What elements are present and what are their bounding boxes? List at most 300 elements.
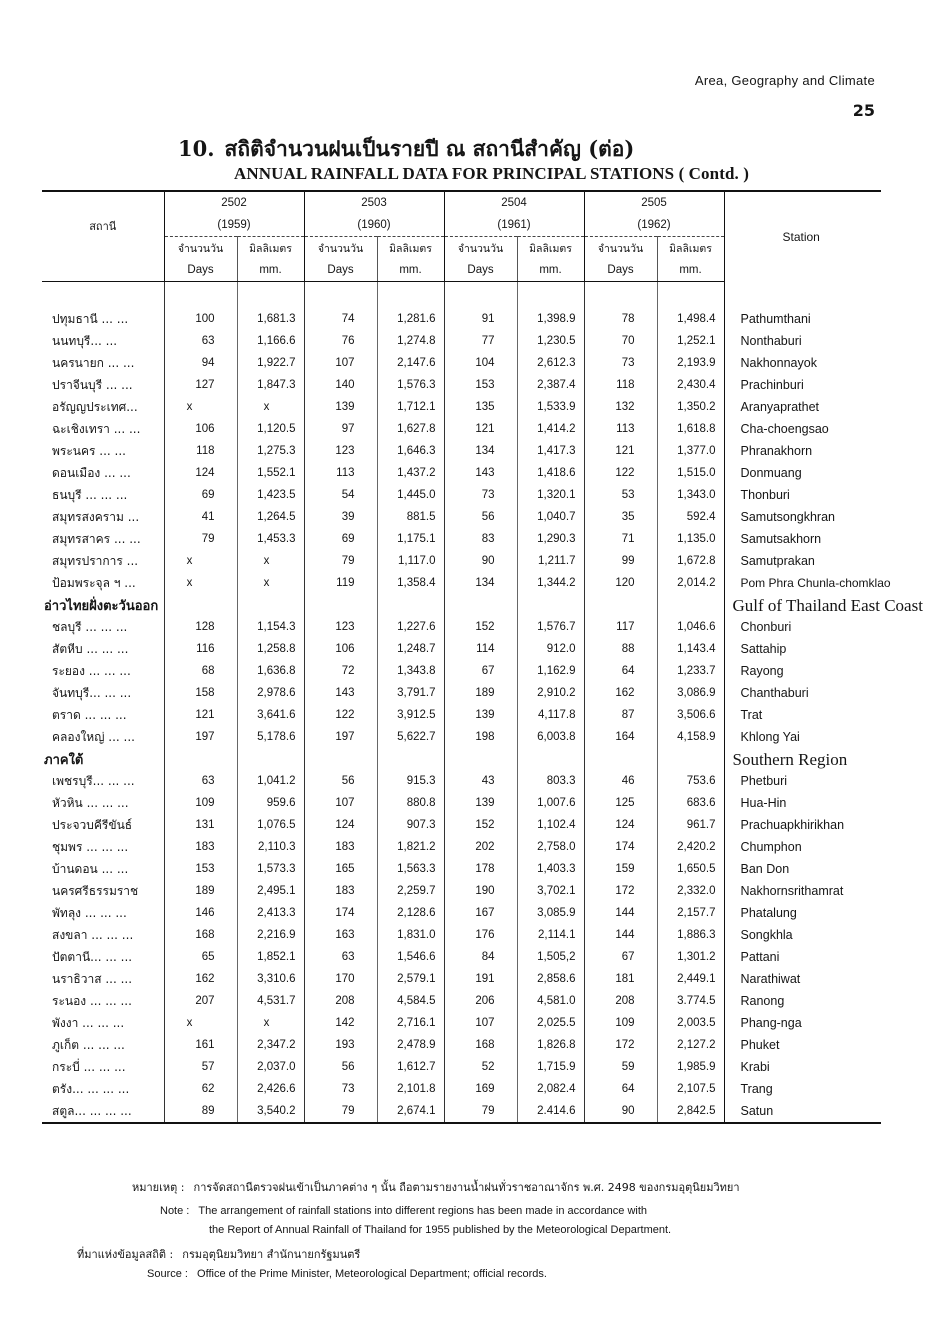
station-name-english: Pattani xyxy=(724,946,881,968)
empty-cell xyxy=(584,748,657,770)
rain-days-cell: 183 xyxy=(304,880,377,902)
section-row-east-coast xyxy=(42,594,881,616)
table-row xyxy=(42,374,881,396)
station-name-english: Satun xyxy=(724,1100,881,1123)
rain-days-cell: 208 xyxy=(304,990,377,1012)
station-name-english: Pathumthani xyxy=(724,308,881,330)
rain-days-cell: x xyxy=(164,396,237,418)
rain-days-cell: 164 xyxy=(584,726,657,748)
rainfall-mm-cell: 2,332.0 xyxy=(657,880,724,902)
rainfall-mm-cell: 1,712.1 xyxy=(377,396,444,418)
rain-days-cell: 170 xyxy=(304,968,377,990)
table-row xyxy=(42,682,881,704)
rainfall-mm-cell: 2,910.2 xyxy=(517,682,584,704)
year-header-thai: 2505 xyxy=(584,191,724,214)
rainfall-mm-cell: 1,162.9 xyxy=(517,660,584,682)
rainfall-mm-cell: 3,540.2 xyxy=(237,1100,304,1123)
station-name-thai: ฉะเชิงเทรา ... ... xyxy=(52,421,141,436)
rainfall-mm-cell: 1,377.0 xyxy=(657,440,724,462)
rainfall-mm-cell: 2,674.1 xyxy=(377,1100,444,1123)
rain-days-cell: 178 xyxy=(444,858,517,880)
station-header-spacer xyxy=(42,259,164,282)
rainfall-mm-cell: 3,085.9 xyxy=(517,902,584,924)
rainfall-mm-cell: 1,576.7 xyxy=(517,616,584,638)
station-name-english: Nakhornsrithamrat xyxy=(724,880,881,902)
rainfall-mm-cell: 1,922.7 xyxy=(237,352,304,374)
rain-days-cell: 65 xyxy=(164,946,237,968)
mm-header-thai: มิลลิเมตร xyxy=(237,237,304,260)
rain-days-cell: 67 xyxy=(444,660,517,682)
rain-days-cell: 135 xyxy=(444,396,517,418)
rainfall-mm-cell: 1,076.5 xyxy=(237,814,304,836)
note-text-2: the Report of Annual Rainfall of Thailand for 1955 published by the Meteorological Department. xyxy=(209,1224,672,1236)
station-name-english: Cha-choengsao xyxy=(724,418,881,440)
rainfall-mm-cell: 2,127.2 xyxy=(657,1034,724,1056)
station-name-thai: ตราด ... ... ... xyxy=(52,707,127,722)
rainfall-mm-cell: 1,343.8 xyxy=(377,660,444,682)
rain-days-cell: 46 xyxy=(584,770,657,792)
rain-days-cell: 70 xyxy=(584,330,657,352)
rainfall-mm-cell: 2,716.1 xyxy=(377,1012,444,1034)
days-header-thai: จำนวนวัน xyxy=(164,237,237,260)
rainfall-mm-cell: 2,082.4 xyxy=(517,1078,584,1100)
rain-days-cell: 121 xyxy=(444,418,517,440)
rainfall-mm-cell: 1,646.3 xyxy=(377,440,444,462)
rainfall-mm-cell: 1,847.3 xyxy=(237,374,304,396)
rain-days-cell: 139 xyxy=(444,792,517,814)
rain-days-cell: 174 xyxy=(584,836,657,858)
station-name-english: Ranong xyxy=(724,990,881,1012)
station-name-thai: ระนอง ... ... ... xyxy=(52,993,132,1008)
rain-days-cell: 117 xyxy=(584,616,657,638)
rainfall-mm-cell: 1,102.4 xyxy=(517,814,584,836)
table-row xyxy=(42,770,881,792)
source-thai xyxy=(77,1245,360,1263)
rain-days-cell: 144 xyxy=(584,924,657,946)
table-row xyxy=(42,550,881,572)
rain-days-cell: 83 xyxy=(444,528,517,550)
rain-days-cell: 153 xyxy=(444,374,517,396)
rainfall-mm-cell: 2,758.0 xyxy=(517,836,584,858)
rainfall-mm-cell: 1,453.3 xyxy=(237,528,304,550)
rainfall-mm-cell: 1,046.6 xyxy=(657,616,724,638)
section-heading-english: Gulf of Thailand East Coast xyxy=(724,594,881,616)
table-row xyxy=(42,814,881,836)
station-name-english: Phetburi xyxy=(724,770,881,792)
rain-days-cell: 74 xyxy=(304,308,377,330)
rain-days-cell: 87 xyxy=(584,704,657,726)
station-name-thai: นครนายก ... ... xyxy=(52,355,135,370)
rainfall-mm-cell: 2,110.3 xyxy=(237,836,304,858)
rainfall-mm-cell: 1,417.3 xyxy=(517,440,584,462)
section-heading-thai: ภาคใต้ xyxy=(44,752,84,768)
rain-days-cell: 68 xyxy=(164,660,237,682)
table-row xyxy=(42,902,881,924)
empty-cell xyxy=(237,748,304,770)
empty-cell xyxy=(377,748,444,770)
rainfall-mm-cell: 1,135.0 xyxy=(657,528,724,550)
rain-days-cell: x xyxy=(164,1012,237,1034)
station-name-english: Samutsakhorn xyxy=(724,528,881,550)
rain-days-cell: 41 xyxy=(164,506,237,528)
rain-days-cell: 106 xyxy=(164,418,237,440)
rain-days-cell: 120 xyxy=(584,572,657,594)
rain-days-cell: 77 xyxy=(444,330,517,352)
rain-days-cell: 125 xyxy=(584,792,657,814)
empty-cell xyxy=(657,748,724,770)
rainfall-mm-cell: 1,007.6 xyxy=(517,792,584,814)
empty-cell xyxy=(304,594,377,616)
rainfall-mm-cell: 2,612.3 xyxy=(517,352,584,374)
rain-days-cell: 113 xyxy=(304,462,377,484)
station-name-thai: ภูเก็ต ... ... ... xyxy=(52,1037,125,1052)
rainfall-mm-cell: 1,350.2 xyxy=(657,396,724,418)
rain-days-cell: 143 xyxy=(304,682,377,704)
table-row xyxy=(42,484,881,506)
days-header: Days xyxy=(164,259,237,282)
mm-header-thai: มิลลิเมตร xyxy=(517,237,584,260)
table-row xyxy=(42,968,881,990)
rainfall-mm-cell: 3,641.6 xyxy=(237,704,304,726)
rainfall-mm-cell: 2,413.3 xyxy=(237,902,304,924)
table-row xyxy=(42,506,881,528)
rain-days-cell: 56 xyxy=(304,1056,377,1078)
table-row xyxy=(42,1034,881,1056)
rain-days-cell: 176 xyxy=(444,924,517,946)
rainfall-mm-cell: 1,636.8 xyxy=(237,660,304,682)
station-name-thai: สมุทรสาคร ... ... xyxy=(52,531,141,546)
rainfall-mm-cell: 1,275.3 xyxy=(237,440,304,462)
rainfall-mm-cell: 1,650.5 xyxy=(657,858,724,880)
rainfall-mm-cell: 683.6 xyxy=(657,792,724,814)
rainfall-mm-cell: 3,310.6 xyxy=(237,968,304,990)
station-name-english: Khlong Yai xyxy=(724,726,881,748)
rainfall-mm-cell: 1,274.8 xyxy=(377,330,444,352)
rainfall-mm-cell: 2,478.9 xyxy=(377,1034,444,1056)
rain-days-cell: 159 xyxy=(584,858,657,880)
rain-days-cell: x xyxy=(164,572,237,594)
rainfall-mm-cell: 2,842.5 xyxy=(657,1100,724,1123)
rain-days-cell: 146 xyxy=(164,902,237,924)
rainfall-mm-cell: 2,003.5 xyxy=(657,1012,724,1034)
station-name-thai: พังงา ... ... ... xyxy=(52,1015,125,1030)
rainfall-mm-cell: 2,128.6 xyxy=(377,902,444,924)
rain-days-cell: 122 xyxy=(584,462,657,484)
rain-days-cell: 132 xyxy=(584,396,657,418)
rainfall-mm-cell: 1,320.1 xyxy=(517,484,584,506)
rainfall-mm-cell: 1,252.1 xyxy=(657,330,724,352)
station-name-english: Samutprakan xyxy=(724,550,881,572)
rainfall-mm-cell: 1,563.3 xyxy=(377,858,444,880)
rain-days-cell: 134 xyxy=(444,572,517,594)
empty-cell xyxy=(517,594,584,616)
rainfall-mm-cell: 1,301.2 xyxy=(657,946,724,968)
rainfall-mm-cell: 1,627.8 xyxy=(377,418,444,440)
spacer-row xyxy=(42,282,881,309)
rain-days-cell: 202 xyxy=(444,836,517,858)
rainfall-mm-cell: 3.774.5 xyxy=(657,990,724,1012)
rain-days-cell: 167 xyxy=(444,902,517,924)
table-row xyxy=(42,462,881,484)
rain-days-cell: 69 xyxy=(164,484,237,506)
empty-cell xyxy=(237,282,304,309)
days-header: Days xyxy=(584,259,657,282)
table-row xyxy=(42,1012,881,1034)
rainfall-mm-cell: 1,672.8 xyxy=(657,550,724,572)
station-name-thai: ป้อมพระจุล ฯ ... xyxy=(52,575,136,590)
table-row xyxy=(42,396,881,418)
remark-thai-label: หมายเหตุ : xyxy=(132,1181,185,1194)
station-name-thai: พระนคร ... ... xyxy=(52,443,126,458)
rainfall-mm-cell: 2,107.5 xyxy=(657,1078,724,1100)
station-name-english: Ban Don xyxy=(724,858,881,880)
source-line xyxy=(147,1268,547,1280)
rain-days-cell: 56 xyxy=(304,770,377,792)
rain-days-cell: 121 xyxy=(584,440,657,462)
rainfall-mm-cell: 1,281.6 xyxy=(377,308,444,330)
station-name-thai: หัวหิน ... ... ... xyxy=(52,795,129,810)
rainfall-mm-cell: 2,037.0 xyxy=(237,1056,304,1078)
rainfall-mm-cell: 2,014.2 xyxy=(657,572,724,594)
rainfall-mm-cell: 1,175.1 xyxy=(377,528,444,550)
rainfall-mm-cell: 961.7 xyxy=(657,814,724,836)
empty-cell xyxy=(444,594,517,616)
rainfall-mm-cell: 1,533.9 xyxy=(517,396,584,418)
rain-days-cell: 183 xyxy=(164,836,237,858)
rainfall-mm-cell: 1,505,2 xyxy=(517,946,584,968)
rainfall-mm-cell: 4,531.7 xyxy=(237,990,304,1012)
empty-cell xyxy=(42,282,164,309)
station-english-header: Station xyxy=(724,191,881,282)
table-row xyxy=(42,880,881,902)
empty-cell xyxy=(237,594,304,616)
rain-days-cell: 99 xyxy=(584,550,657,572)
table-row xyxy=(42,990,881,1012)
rainfall-mm-cell: 1,515.0 xyxy=(657,462,724,484)
rain-days-cell: 124 xyxy=(584,814,657,836)
station-name-english: Aranyaprathet xyxy=(724,396,881,418)
station-name-thai: บ้านดอน ... ... xyxy=(52,861,129,876)
rainfall-mm-cell: 2,495.1 xyxy=(237,880,304,902)
station-name-thai: นครศรีธรรมราช xyxy=(52,883,139,898)
rainfall-mm-cell: 1,041.2 xyxy=(237,770,304,792)
rain-days-cell: 118 xyxy=(164,440,237,462)
rain-days-cell: 107 xyxy=(304,352,377,374)
rainfall-table xyxy=(42,190,923,1124)
empty-cell xyxy=(444,282,517,309)
rainfall-mm-cell: 1,886.3 xyxy=(657,924,724,946)
source-text: Office of the Prime Minister, Meteorological Department; official records. xyxy=(197,1268,547,1280)
rainfall-mm-cell: 2,101.8 xyxy=(377,1078,444,1100)
rainfall-mm-cell: 1,576.3 xyxy=(377,374,444,396)
rain-days-cell: 88 xyxy=(584,638,657,660)
table-row xyxy=(42,528,881,550)
rain-days-cell: 123 xyxy=(304,616,377,638)
table-title-english: ANNUAL RAINFALL DATA FOR PRINCIPAL STATIONS ( Contd. ) xyxy=(234,164,749,183)
rainfall-mm-cell: 1,821.2 xyxy=(377,836,444,858)
rainfall-mm-cell: 2,157.7 xyxy=(657,902,724,924)
station-name-thai: สมุทรปราการ ... xyxy=(52,553,139,568)
rain-days-cell: 119 xyxy=(304,572,377,594)
station-name-english: Chanthaburi xyxy=(724,682,881,704)
rain-days-cell: 153 xyxy=(164,858,237,880)
rain-days-cell: 123 xyxy=(304,440,377,462)
table-row xyxy=(42,946,881,968)
rainfall-mm-cell: 1,437.2 xyxy=(377,462,444,484)
rain-days-cell: 76 xyxy=(304,330,377,352)
rain-days-cell: 73 xyxy=(584,352,657,374)
rainfall-mm-cell: 1,258.8 xyxy=(237,638,304,660)
days-header-thai: จำนวนวัน xyxy=(584,237,657,260)
rain-days-cell: 107 xyxy=(444,1012,517,1034)
rainfall-mm-cell: 959.6 xyxy=(237,792,304,814)
rainfall-mm-cell: 1,040.7 xyxy=(517,506,584,528)
rain-days-cell: 144 xyxy=(584,902,657,924)
rainfall-mm-cell: 2,387.4 xyxy=(517,374,584,396)
table-row xyxy=(42,616,881,638)
rain-days-cell: 116 xyxy=(164,638,237,660)
rain-days-cell: 63 xyxy=(164,770,237,792)
rain-days-cell: 189 xyxy=(444,682,517,704)
rain-days-cell: 124 xyxy=(164,462,237,484)
station-name-english: Trat xyxy=(724,704,881,726)
rainfall-mm-cell: 3,791.7 xyxy=(377,682,444,704)
rainfall-mm-cell: 6,003.8 xyxy=(517,726,584,748)
rainfall-mm-cell: 2,430.4 xyxy=(657,374,724,396)
rain-days-cell: 94 xyxy=(164,352,237,374)
table-row xyxy=(42,308,881,330)
station-name-thai: สตูล... ... ... ... xyxy=(42,1100,164,1123)
rainfall-mm-cell: 592.4 xyxy=(657,506,724,528)
days-header-thai: จำนวนวัน xyxy=(444,237,517,260)
rainfall-mm-cell: 2,347.2 xyxy=(237,1034,304,1056)
rainfall-mm-cell: x xyxy=(237,550,304,572)
remark-thai-text: การจัดสถานีตรวจฝนเข้าเป็นภาคต่าง ๆ นั้น ถือตามรายงานน้ำฝนทั่วราชอาณาจักร พ.ศ. 2498 ของกรมอุตุนิยมวิทยา xyxy=(193,1181,740,1194)
rain-days-cell: 128 xyxy=(164,616,237,638)
rainfall-mm-cell: 1,852.1 xyxy=(237,946,304,968)
rain-days-cell: 191 xyxy=(444,968,517,990)
rainfall-mm-cell: 1,831.0 xyxy=(377,924,444,946)
rainfall-mm-cell: 2,426.6 xyxy=(237,1078,304,1100)
rainfall-mm-cell: 1,552.1 xyxy=(237,462,304,484)
rainfall-mm-cell: 1,154.3 xyxy=(237,616,304,638)
station-name-thai: สัตหีบ ... ... ... xyxy=(52,641,129,656)
station-name-english: Pom Phra Chunla-chomklao xyxy=(724,572,881,594)
rain-days-cell: 54 xyxy=(304,484,377,506)
rain-days-cell: 69 xyxy=(304,528,377,550)
rain-days-cell: 43 xyxy=(444,770,517,792)
rain-days-cell: 84 xyxy=(444,946,517,968)
rainfall-mm-cell: 2,858.6 xyxy=(517,968,584,990)
empty-cell xyxy=(444,748,517,770)
rainfall-mm-cell: 4,581.0 xyxy=(517,990,584,1012)
rainfall-mm-cell: 1,546.6 xyxy=(377,946,444,968)
rain-days-cell: 106 xyxy=(304,638,377,660)
rainfall-mm-cell: 1,826.8 xyxy=(517,1034,584,1056)
year-header-thai: 2504 xyxy=(444,191,584,214)
station-name-thai: ชุมพร ... ... ... xyxy=(52,839,129,854)
table-row xyxy=(42,858,881,880)
rain-days-cell: 122 xyxy=(304,704,377,726)
rainfall-mm-cell: 1,403.3 xyxy=(517,858,584,880)
year-header: (1962) xyxy=(584,214,724,237)
rainfall-mm-cell: 1,715.9 xyxy=(517,1056,584,1078)
table-row xyxy=(42,638,881,660)
rain-days-cell: 67 xyxy=(584,946,657,968)
rainfall-mm-cell: 1,358.4 xyxy=(377,572,444,594)
station-name-english: Thonburi xyxy=(724,484,881,506)
table-title-thai xyxy=(178,133,634,166)
station-name-english: Songkhla xyxy=(724,924,881,946)
rain-days-cell: 79 xyxy=(164,528,237,550)
section-row-southern xyxy=(42,748,881,770)
rain-days-cell: 169 xyxy=(444,1078,517,1100)
days-header: Days xyxy=(444,259,517,282)
rain-days-cell: 71 xyxy=(584,528,657,550)
days-header: Days xyxy=(304,259,377,282)
rain-days-cell: 197 xyxy=(304,726,377,748)
rain-days-cell: 104 xyxy=(444,352,517,374)
station-name-english: Nakhonnayok xyxy=(724,352,881,374)
empty-cell xyxy=(164,748,237,770)
empty-cell xyxy=(584,282,657,309)
rainfall-mm-cell: 4,158.9 xyxy=(657,726,724,748)
rainfall-mm-cell: 753.6 xyxy=(657,770,724,792)
station-name-english: Trang xyxy=(724,1078,881,1100)
rain-days-cell: 109 xyxy=(584,1012,657,1034)
rain-days-cell: 162 xyxy=(164,968,237,990)
page-number: 25 xyxy=(852,101,875,120)
rain-days-cell: 73 xyxy=(304,1078,377,1100)
empty-cell xyxy=(724,282,881,309)
rainfall-mm-cell: 1,117.0 xyxy=(377,550,444,572)
station-name-thai: ปทุมธานี ... ... xyxy=(52,311,129,326)
rain-days-cell: 79 xyxy=(304,1100,377,1123)
rainfall-mm-cell: 1,290.3 xyxy=(517,528,584,550)
station-name-thai: ธนบุรี ... ... ... xyxy=(52,487,128,502)
mm-header: mm. xyxy=(237,259,304,282)
empty-cell xyxy=(517,748,584,770)
empty-cell xyxy=(517,282,584,309)
table-row xyxy=(42,836,881,858)
table-row xyxy=(42,352,881,374)
station-name-thai: พัทลุง ... ... ... xyxy=(52,905,127,920)
rain-days-cell: 107 xyxy=(304,792,377,814)
rain-days-cell: 183 xyxy=(304,836,377,858)
rain-days-cell: 168 xyxy=(164,924,237,946)
station-name-english: Chumphon xyxy=(724,836,881,858)
rain-days-cell: 207 xyxy=(164,990,237,1012)
rainfall-mm-cell: 1,343.0 xyxy=(657,484,724,506)
rain-days-cell: 131 xyxy=(164,814,237,836)
rainfall-mm-cell: 2,420.2 xyxy=(657,836,724,858)
rainfall-mm-cell: 1,248.7 xyxy=(377,638,444,660)
rainfall-mm-cell: x xyxy=(237,396,304,418)
rain-days-cell: 172 xyxy=(584,880,657,902)
running-header: Area, Geography and Climate xyxy=(694,73,875,88)
rain-days-cell: 53 xyxy=(584,484,657,506)
section-heading-english: Southern Region xyxy=(724,748,881,770)
table-row xyxy=(42,660,881,682)
table-row xyxy=(42,440,881,462)
rain-days-cell: 63 xyxy=(304,946,377,968)
table-row xyxy=(42,1078,881,1100)
rain-days-cell: 121 xyxy=(164,704,237,726)
rain-days-cell: 189 xyxy=(164,880,237,902)
rainfall-mm-cell: 1,344.2 xyxy=(517,572,584,594)
station-name-english: Samutsongkhran xyxy=(724,506,881,528)
rain-days-cell: 172 xyxy=(584,1034,657,1056)
